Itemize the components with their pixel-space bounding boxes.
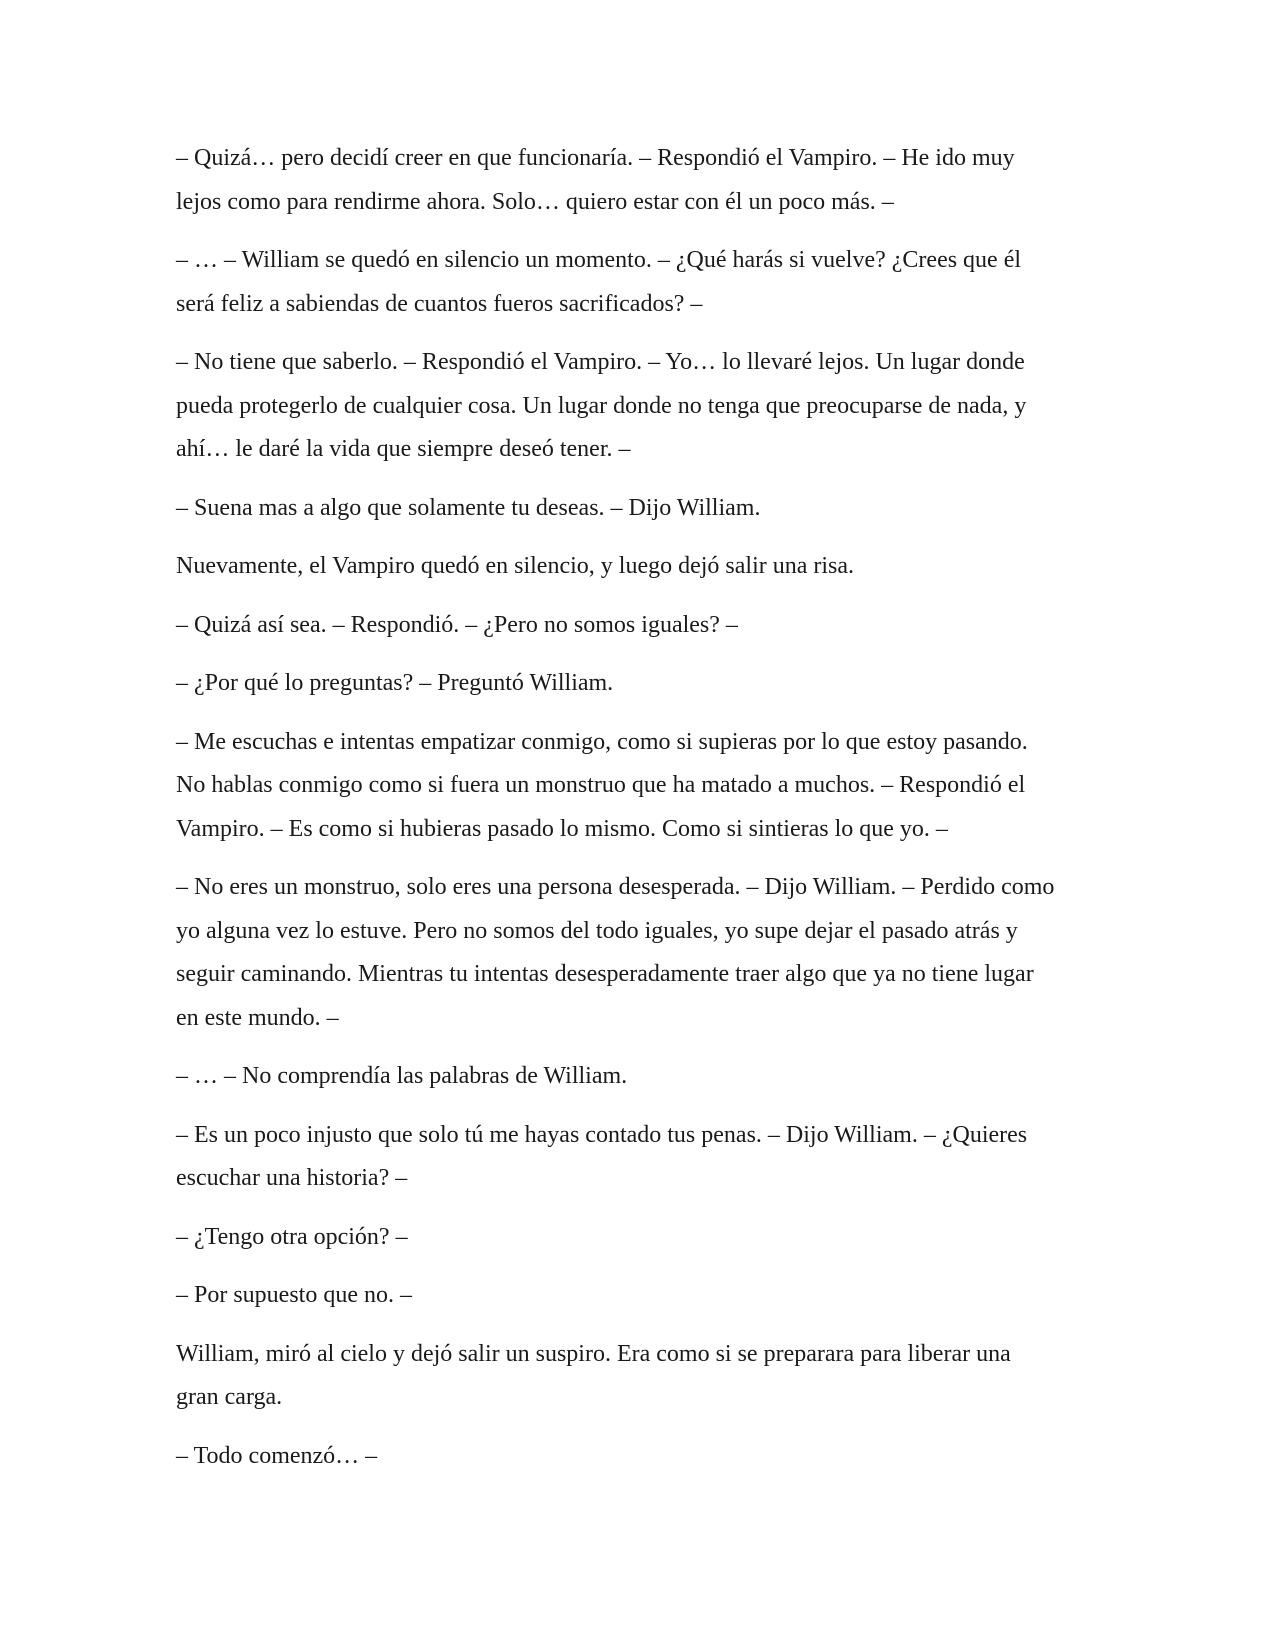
paragraph: – ¿Tengo otra opción? – [176,1223,408,1250]
paragraph: Nuevamente, el Vampiro quedó en silencio, y luego dejó salir una risa. [176,553,855,579]
paragraph: – … – William se quedó en silencio un momento. – ¿Qué harás si vuelve? ¿Crees que él será feliz a sabiendas de cuantos fueros sacrificados? – [176,247,1022,317]
paragraph: – … – No comprendía las palabras de William. [176,1063,628,1089]
paragraph: – Todo comenzó… – [176,1442,378,1469]
paragraph: William, miró al cielo y dejó salir un suspiro. Era como si se preparara para liberar una gran carga. [176,1340,1011,1410]
paragraph: – ¿Por qué lo preguntas? – Preguntó William. [176,670,614,696]
paragraph: – No eres un monstruo, solo eres una persona desesperada. – Dijo William. – Perdido como yo alguna vez lo estuve. Pero no somos del todo iguales, yo supe dejar el pasado atrás y seguir caminando. Mientras tu intentas desesperadamente traer algo que ya no tiene lugar en este mundo. – [176,874,1055,1031]
paragraph: – Es un poco injusto que solo tú me hayas contado tus penas. – Dijo William. – ¿Quieres escuchar una historia? – [176,1121,1028,1191]
paragraph: – Quizá así sea. – Respondió. – ¿Pero no somos iguales? – [176,611,738,638]
paragraph: – Por supuesto que no. – [176,1282,412,1308]
document-body [176,137,1106,1493]
paragraph: – Me escuchas e intentas empatizar conmigo, como si supieras por lo que estoy pasando. No hablas conmigo como si fuera un monstruo que ha matado a muchos. – Respondió el Vampiro. – Es como si hubieras pasado lo mismo. Como si sintieras lo que yo. – [176,728,1028,842]
paragraph: – Quizá… pero decidí creer en que funcionaría. – Respondió el Vampiro. – He ido muy lejos como para rendirme ahora. Solo… quiero estar con él un poco más. – [176,145,1015,215]
paragraph: – Suena mas a algo que solamente tu deseas. – Dijo William. [176,494,761,521]
paragraph: – No tiene que saberlo. – Respondió el Vampiro. – Yo… lo llevaré lejos. Un lugar donde pueda protegerlo de cualquier cosa. Un lugar donde no tenga que preocuparse de nada, y ahí… le daré la vida que siempre deseó tener. – [176,349,1027,462]
